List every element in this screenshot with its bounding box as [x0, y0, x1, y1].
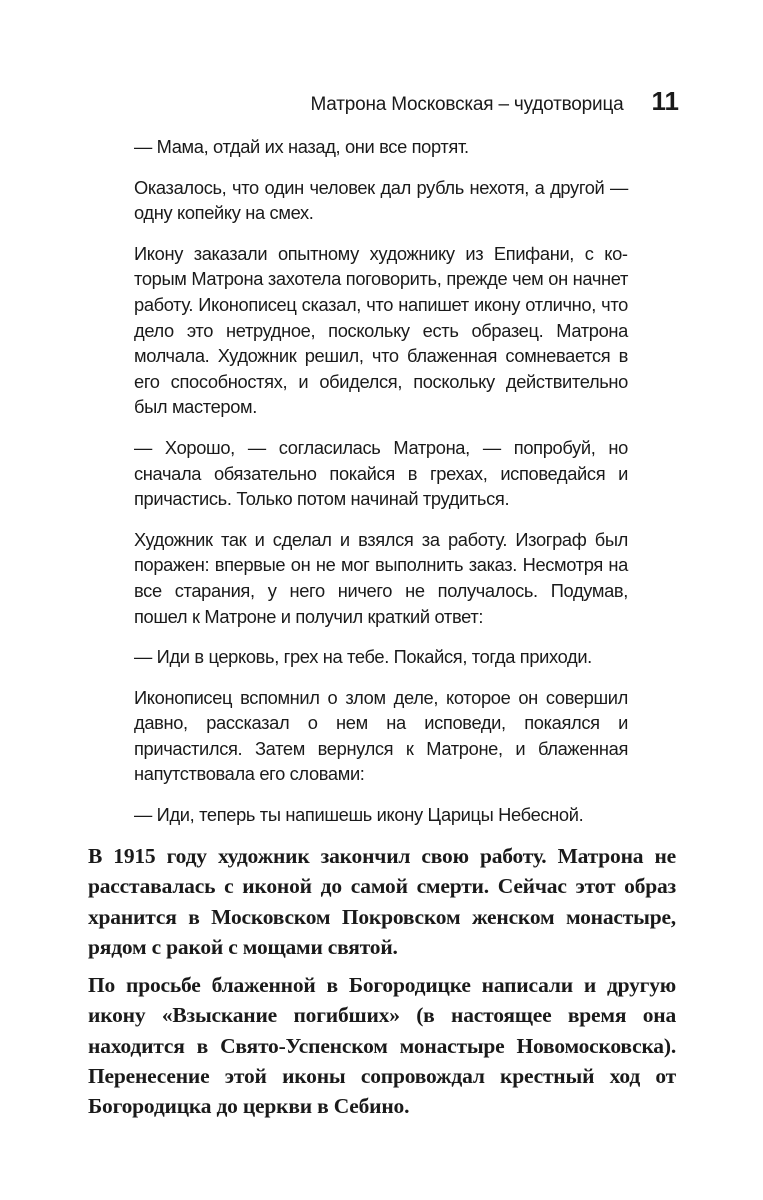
main-paragraph: В 1915 году художник закончил свою работу. Матрона не расставалась с иконой до самой смерти. Сейчас этот образ хранится в Московском Покровском женском монастыре, рядом с ракой с мощами святой.	[88, 844, 676, 959]
quote-block	[134, 134, 628, 843]
quote-paragraph: Иконописец вспомнил о злом деле, которое он совершил давно, рассказал о нем на исповеди, покаялся и причастился. Затем вернулся к Матроне, и блаженная напутствовала его словами:	[134, 686, 628, 785]
main-text-block	[88, 841, 676, 1130]
quote-paragraph: Оказалось, что один человек дал рубль нехотя, а другой — одну копейку на смех.	[134, 176, 628, 224]
quote-paragraph: Художник так и сделал и взялся за работу. Изограф был поражен: впервые он не мог выполнить заказ. Несмотря на все старания, у него ничего не получалось. Подумав, пошел к Матроне и получил краткий ответ:	[134, 528, 628, 627]
page-header	[0, 86, 679, 117]
quote-paragraph: — Иди, теперь ты напишешь икону Царицы Небесной.	[134, 804, 584, 826]
quote-paragraph: — Иди в церковь, грех на тебе. Покайся, тогда приходи.	[134, 646, 592, 668]
quote-paragraph: — Мама, отдай их назад, они все портят.	[134, 136, 469, 157]
quote-paragraph: — Хорошо, — согласилась Матрона, — попробуй, но сначала обязательно покайся в грехах, исповедайся и причастись. Только потом начинай трудиться.	[134, 436, 628, 510]
main-paragraph: По просьбе блаженной в Богородицке написали и другую икону «Взыскание погибших» (в настоящее время она находится в Свято-Успенском монастыре Новомосковска). Перенесение этой иконы сопровождал крестный ход от Богородицка до церкви в Себино.	[88, 973, 676, 1119]
quote-paragraph: Икону заказали опытному художнику из Епифани, с которым Матрона захотела поговорить, прежде чем он начнет работу. Иконописец сказал, что напишет икону отлично, что дело это нетрудное, поскольку есть образец. Матрона молчала. Художник решил, что блаженная сомневается в его способностях, и обиделся, поскольку действительно был мастером.	[134, 242, 628, 418]
page-number: 11	[651, 86, 679, 116]
running-title: Матрона Московская – чудотворица	[310, 94, 624, 115]
